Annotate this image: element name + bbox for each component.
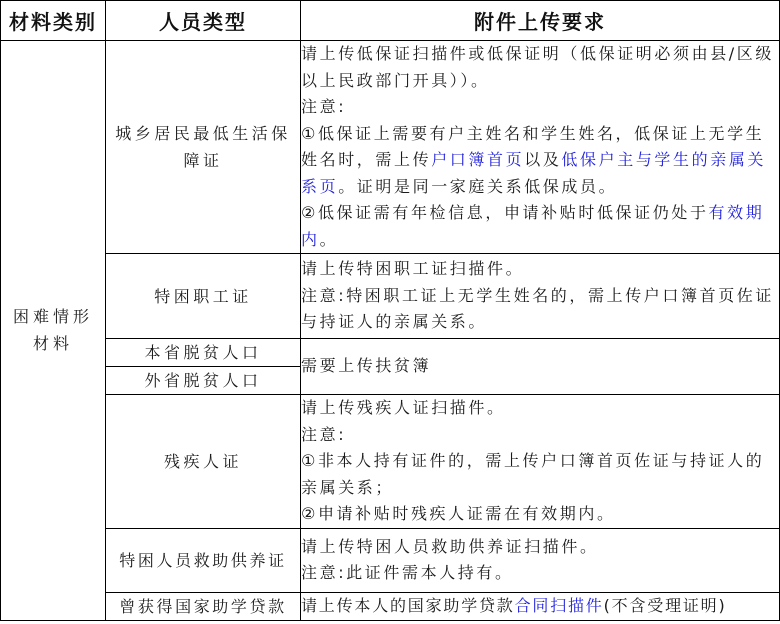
requirement-text: 请上传低保证扫描件或低保证明（低保证明必须由县/区级以上民政部门开具））。 (301, 44, 774, 90)
person-type-cell: 本省脱贫人口 (106, 339, 301, 367)
header-material-category: 材料类别 (1, 1, 106, 41)
person-type-cell: 特困职工证 (106, 254, 301, 339)
link-contract-scan[interactable]: 合同扫描件 (514, 595, 604, 615)
requirement-cell (301, 528, 780, 592)
category-line: 材料 (32, 334, 73, 354)
person-type-cell: 特困人员救助供养证 (106, 528, 301, 592)
link-validity-period[interactable]: 有效期内 (301, 203, 765, 249)
table-row (1, 339, 780, 367)
requirement-text: (不含受理证明) (603, 595, 727, 615)
requirement-text: ①低保证上需要有户主姓名和学生姓名，低保证上无学生姓名时，需上传 (301, 123, 765, 169)
note-label: 注意: (301, 97, 347, 116)
requirement-text: 请上传残疾人证扫描件。 (301, 398, 506, 417)
requirement-text: 。 (319, 229, 339, 249)
requirement-cell (301, 41, 780, 254)
requirement-text: 注意:特困职工证上无学生姓名的，需上传户口簿首页佐证与持证人的亲属关系。 (301, 285, 774, 332)
category-line: 困难情形 (12, 307, 93, 327)
person-type-cell: 曾获得国家助学贷款 (106, 592, 301, 620)
requirement-text: 请上传特困职工证扫描件。 (301, 259, 525, 279)
requirement-text: 请上传本人的国家助学贷款 (301, 595, 515, 615)
requirement-text: 注意:此证件需本人持有。 (301, 563, 514, 582)
link-household-register-first-page[interactable]: 户口簿首页 (431, 150, 525, 169)
header-person-type: 人员类型 (106, 1, 301, 41)
requirement-cell (301, 254, 780, 339)
table-row (1, 254, 780, 339)
requirement-text: ②低保证需有年检信息，申请补贴时低保证仍处于 (301, 203, 709, 222)
requirement-text: 请上传特困人员救助供养证扫描件。 (301, 536, 599, 556)
requirement-text: ②申请补贴时残疾人证需在有效期内。 (301, 504, 616, 523)
link-relationship-page[interactable]: 低保户主与学生的亲属关系页 (301, 150, 767, 196)
person-type-cell: 残疾人证 (106, 395, 301, 529)
requirement-text: ①非本人持有证件的，需上传户口簿首页佐证与持证人的亲属关系； (301, 451, 765, 497)
table-header-row (1, 1, 780, 41)
requirement-text: 需要上传扶贫簿 (301, 356, 432, 376)
table-row (1, 41, 780, 254)
requirement-cell (301, 339, 780, 395)
requirement-text: 以及 (524, 150, 562, 169)
person-type-cell: 外省脱贫人口 (106, 367, 301, 395)
table-row (1, 592, 780, 620)
header-upload-requirements: 附件上传要求 (301, 1, 780, 41)
requirement-cell (301, 395, 780, 529)
table-row (1, 528, 780, 592)
person-type-cell: 城乡居民最低生活保障证 (106, 41, 301, 254)
requirement-cell (301, 592, 780, 620)
category-cell (1, 41, 106, 621)
table-row (1, 395, 780, 529)
note-label: 注意: (301, 424, 347, 444)
requirement-text: 。证明是同一家庭关系低保成员。 (338, 176, 618, 196)
